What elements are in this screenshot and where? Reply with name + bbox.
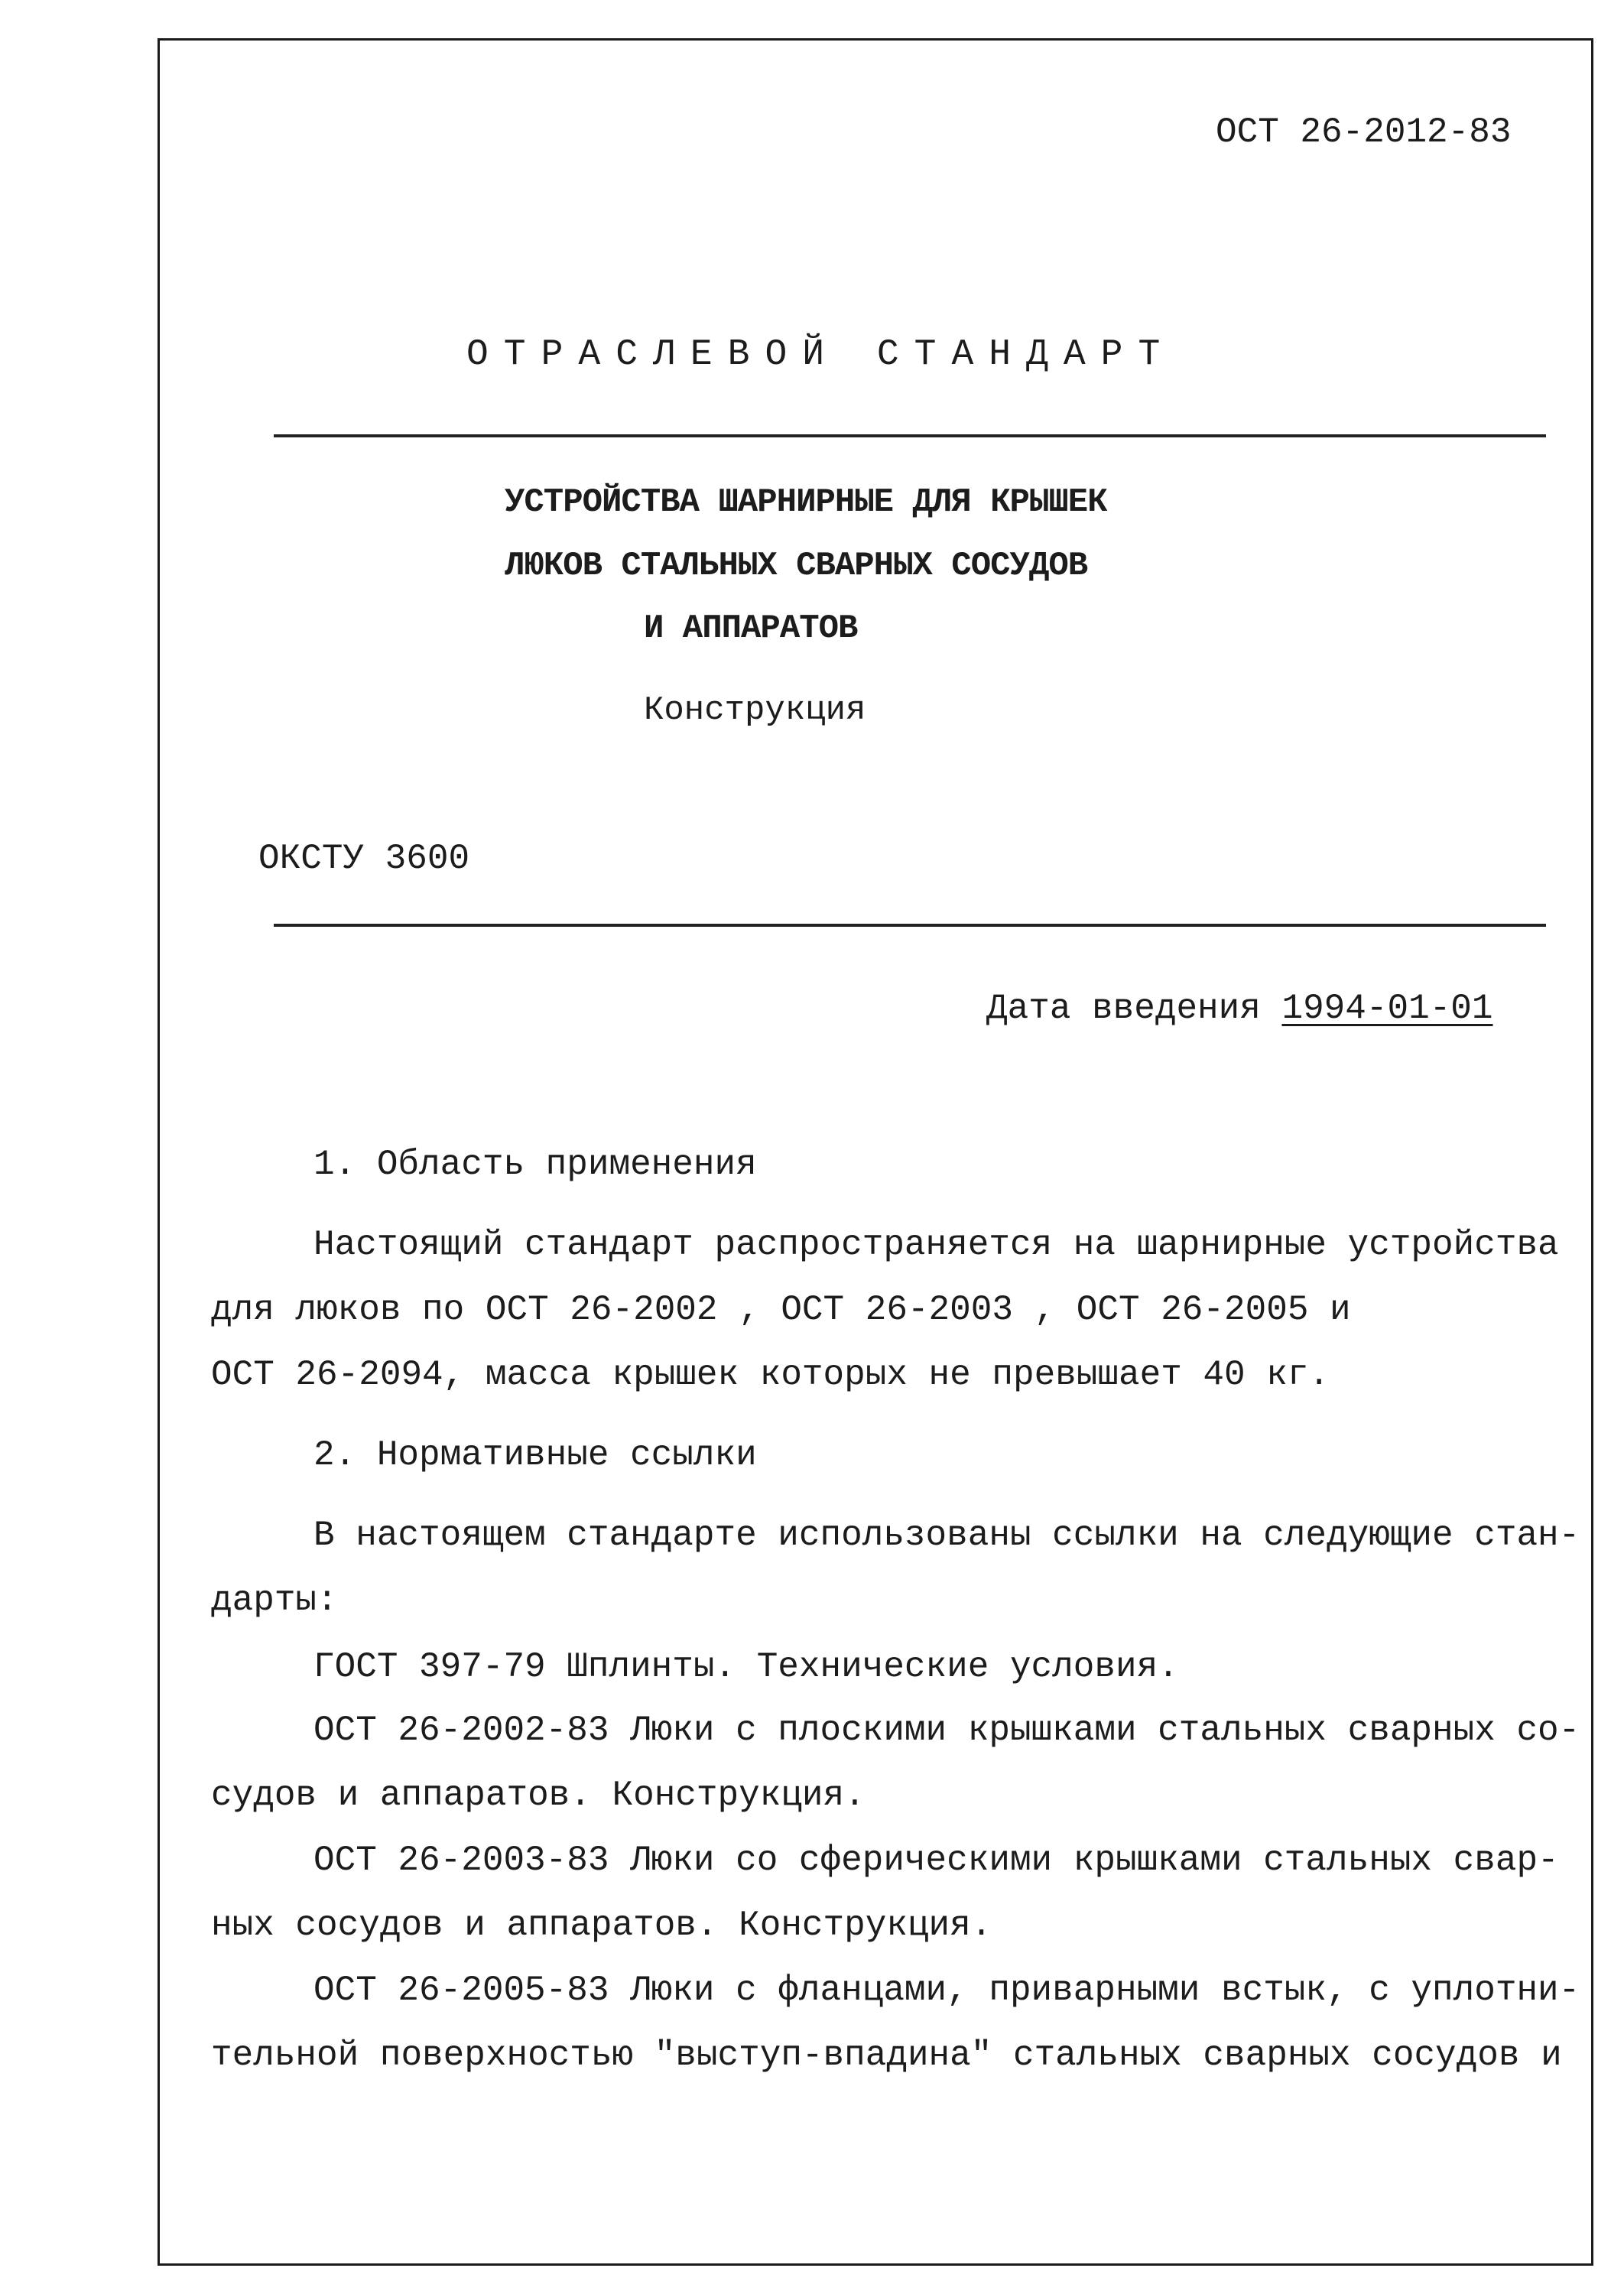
- title-line-1: УСТРОЙСТВА ШАРНИРНЫЕ ДЛЯ КРЫШЕК: [505, 483, 1107, 522]
- section-heading-references: 2. Нормативные ссылки: [313, 1435, 757, 1475]
- top-divider: [274, 434, 1546, 437]
- standard-type-heading: ОТРАСЛЕВОЙ СТАНДАРТ: [466, 334, 1176, 375]
- introduction-date-label: Дата введения: [986, 989, 1261, 1028]
- title-line-2: ЛЮКОВ СТАЛЬНЫХ СВАРНЫХ СОСУДОВ: [505, 547, 1088, 585]
- paragraph-line: В настоящем стандарте использованы ссылки на следующие стан-: [313, 1516, 1580, 1555]
- introduction-date-value: 1994-01-01: [1281, 989, 1493, 1028]
- introduction-date: [986, 991, 1493, 1026]
- reference-item: ОСТ 26-2003-83 Люки со сферическими крышками стальных свар-: [313, 1841, 1559, 1880]
- paragraph-line: дарты:: [211, 1581, 338, 1620]
- title-line-3: И АППАРАТОВ: [644, 609, 858, 648]
- reference-item-continued: судов и аппаратов. Конструкция.: [211, 1776, 866, 1815]
- okstu-code: ОКСТУ 3600: [258, 839, 470, 879]
- reference-item-continued: тельной поверхностью "выступ-впадина" стальных сварных сосудов и: [211, 2036, 1562, 2075]
- reference-item: ГОСТ 397-79 Шплинты. Технические условия.: [313, 1647, 1179, 1687]
- document-code: ОСТ 26-2012-83: [1216, 112, 1512, 152]
- paragraph-line: для люков по ОСТ 26-2002 , ОСТ 26-2003 , ОСТ 26-2005 и: [211, 1290, 1351, 1330]
- subtitle: Конструкция: [644, 691, 866, 729]
- paragraph-line: ОСТ 26-2094, масса крышек которых не превышает 40 кг.: [211, 1355, 1330, 1395]
- reference-item-continued: ных сосудов и аппаратов. Конструкция.: [211, 1906, 992, 1945]
- paragraph-line: Настоящий стандарт распространяется на шарнирные устройства: [313, 1225, 1559, 1265]
- bottom-divider: [274, 924, 1546, 927]
- reference-item: ОСТ 26-2005-83 Люки с фланцами, приварными встык, с уплотни-: [313, 1971, 1580, 2010]
- section-heading-scope: 1. Область применения: [313, 1145, 757, 1184]
- reference-item: ОСТ 26-2002-83 Люки с плоскими крышками стальных сварных со-: [313, 1711, 1580, 1750]
